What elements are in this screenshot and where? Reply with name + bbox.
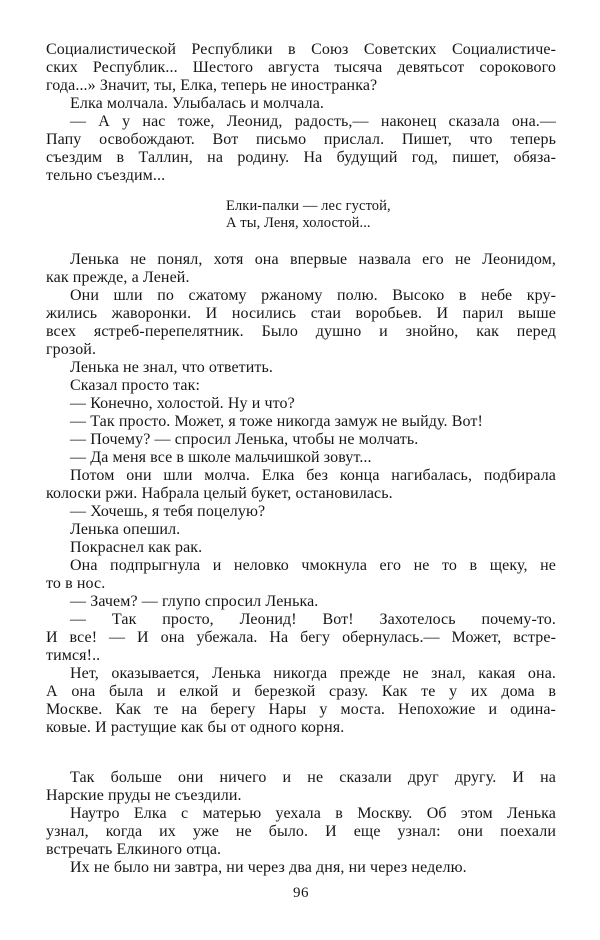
text-line: встречать Елкиного отца. [46, 841, 222, 858]
verse-block [226, 198, 556, 231]
paragraph [46, 521, 556, 539]
text-line: — Конечно, холостой. Ну и что? [70, 395, 295, 412]
text-line: ковые. И растущие как бы от одного корня. [46, 719, 345, 736]
paragraph [46, 41, 556, 95]
paragraph [46, 539, 556, 557]
paragraph [46, 377, 556, 395]
text-line: тельно съездим... [46, 167, 166, 184]
text-line: Социалистической Республики в Союз Советских Социалистиче- [46, 41, 556, 58]
paragraph [46, 557, 556, 593]
text-column [46, 41, 556, 877]
paragraph [46, 449, 556, 467]
text-line: как прежде, а Леней. [46, 269, 190, 286]
text-line: — Да меня все в школе мальчишкой зовут... [70, 449, 372, 466]
paragraph [46, 113, 556, 185]
verse-line: А ты, Леня, холостой... [226, 214, 371, 231]
text-line: тимся!.. [46, 647, 101, 664]
text-line: Сказал просто так: [70, 377, 201, 394]
text-line: съездим в Таллин, на родину. На будущий год, пишет, обяза- [46, 149, 556, 166]
text-line: Их не было ни завтра, ни через два дня, ни через неделю. [70, 859, 467, 876]
paragraph [46, 467, 556, 503]
verse-line: Елки-палки — лес густой, [226, 198, 391, 214]
text-line: — Так просто. Может, я тоже никогда замуж не выйду. Вот! [70, 413, 483, 430]
text-line: Ленька опешил. [70, 521, 181, 538]
paragraph [46, 431, 556, 449]
text-line: Москве. Как те на берегу Нары у моста. Непохожие и одина- [46, 701, 556, 718]
paragraph [46, 611, 556, 665]
text-line: Потом они шли молча. Елка без конца нагибалась, подбирала [70, 467, 556, 484]
text-line: всех ястреб-перепелятник. Было душно и знойно, как перед [46, 323, 556, 340]
text-line: колоски ржи. Набрала целый букет, остановилась. [46, 485, 393, 502]
text-line: — Почему? — спросил Ленька, чтобы не молчать. [70, 431, 419, 448]
paragraph [46, 95, 556, 113]
paragraph [46, 593, 556, 611]
text-line: грозой. [46, 341, 97, 358]
text-line: — Хочешь, я тебя поцелую? [70, 503, 266, 520]
text-line: — А у нас тоже, Леонид, радость,— наконец сказала она.— [70, 113, 556, 130]
text-line: — Зачем? — глупо спросил Ленька. [70, 593, 319, 610]
page-number: 96 [293, 885, 309, 901]
paragraph [46, 665, 556, 737]
text-line: Елка молчала. Улыбалась и молчала. [70, 95, 325, 112]
text-line: И все! — И она убежала. На бегу обернулась.— Может, встре- [46, 629, 556, 646]
paragraph [46, 859, 556, 877]
text-line: Нет, оказывается, Ленька никогда прежде не знал, какая она. [70, 665, 556, 682]
text-line: Папу освобождают. Вот письмо прислал. Пишет, что теперь [46, 131, 556, 148]
text-line: Покраснел как рак. [70, 539, 203, 556]
text-line: А она была и елкой и березкой сразу. Как те у их дома в [46, 683, 556, 700]
text-line: Ленька не понял, хотя она впервые назвала его не Леонидом, [70, 251, 556, 268]
text-line: Они шли по сжатому ржаному полю. Высоко в небе кру- [70, 287, 556, 304]
text-line: года...» Значит, ты, Елка, теперь не иностранка? [46, 77, 378, 94]
paragraph [46, 769, 556, 805]
paragraph [46, 805, 556, 859]
paragraph [46, 395, 556, 413]
text-line: — Так просто, Леонид! Вот! Захотелось почему-то. [70, 611, 556, 628]
text-line: узнал, когда их уже не было. И еще узнал: они поехали [46, 823, 556, 840]
text-line: жились жаворонки. И носились стаи воробьев. И парил выше [46, 305, 556, 322]
text-line: Нарские пруды не съездили. [46, 787, 242, 804]
text-line: Так больше они ничего и не сказали друг другу. И на [70, 769, 556, 786]
paragraph [46, 503, 556, 521]
text-line: то в нос. [46, 575, 106, 592]
paragraph [46, 287, 556, 359]
paragraph [46, 251, 556, 287]
text-line: ских Республик... Шестого августа тысяча девятьсот сорокового [46, 59, 556, 76]
paragraph [46, 413, 556, 431]
text-line: Ленька не знал, что ответить. [70, 359, 274, 376]
text-line: Наутро Елка с матерью уехала в Москву. Об этом Ленька [70, 805, 556, 822]
paragraph [46, 359, 556, 377]
text-line: Она подпрыгнула и неловко чмокнула его не то в щеку, не [70, 557, 556, 574]
